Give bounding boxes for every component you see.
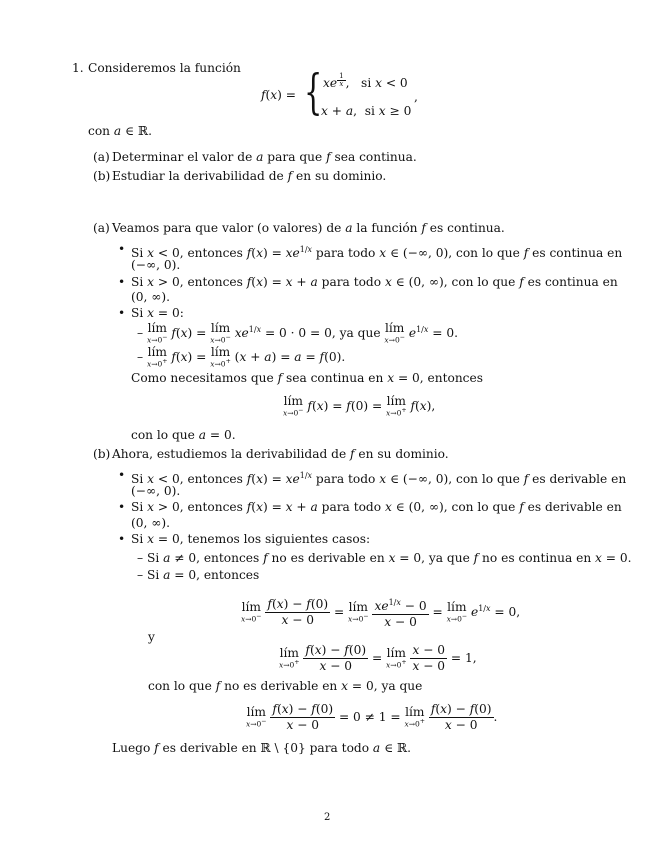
- sol-a-bullet3: Si x = 0:: [131, 306, 184, 320]
- trailing-comma: ,: [414, 90, 418, 104]
- bullet-icon: •: [118, 500, 126, 514]
- sol-b-eq2: lím x→0+ $\frac{f(x) - f(0)}{x - 0}$ = lím x→0+ $\frac{x - 0}{x - 0}$ = 1,: [279, 643, 477, 673]
- sol-b-eq1: lím x→0− $\frac{f(x) - f(0)}{x - 0}$ = lím x→0− $\frac{xe^{1/x} - 0}{x - 0}$ = lím x→0− $e^{1/x} = 0$,: [241, 595, 520, 630]
- bullet-icon: •: [118, 242, 126, 256]
- sol-a-bullet1-line1: Si x < 0, entonces $f(x) = xe^{1/x}$ para todo x ∈ (−∞, 0), con lo que f es continua en: [131, 245, 623, 261]
- problem-intro: Consideremos la función: [88, 61, 241, 75]
- sol-a-heading: Veamos para que valor (o valores) de a la función f es continua.: [112, 221, 505, 235]
- bullet-icon: •: [118, 532, 126, 546]
- sol-a-dash1: – lím x→0− f(x) = lím x→0− $xe^{1/x} = 0 \cdot 0 = 0$, ya que lím x→0− $e^{1/x} = 0$.: [137, 321, 458, 345]
- con-a: con a ∈ ℝ.: [88, 124, 152, 138]
- left-brace: {: [304, 64, 323, 120]
- sol-b-bullet2-line2: (0, ∞).: [131, 516, 171, 530]
- sol-b-label: (b): [93, 447, 111, 461]
- sol-b-bullet3: Si x = 0, tenemos los siguientes casos:: [131, 532, 371, 546]
- sol-a-dash2: – lím x→0+ f(x) = lím x→0+ (x + a) = a = f(0).: [137, 345, 346, 369]
- item-b-text: Estudiar la derivabilidad de f en su dominio.: [112, 169, 387, 183]
- sol-a-bullet2-line1: Si x > 0, entonces f(x) = x + a para todo x ∈ (0, ∞), con lo que f es continua en: [131, 275, 618, 289]
- sol-b-eq3: lím x→0− $\frac{f(x) - f(0)}{x - 0}$ = 0 ≠ 1 = lím x→0+ $\frac{f(x) - f(0)}{x - 0}$ .: [246, 702, 498, 732]
- sol-b-bullet2-line1: Si x > 0, entonces f(x) = x + a para todo x ∈ (0, ∞), con lo que f es derivable en: [131, 500, 622, 514]
- case-1: xe $^{\frac{1}{x}}$ , si x < 0: [323, 71, 408, 91]
- sol-b-bullet1-line2: (−∞, 0).: [131, 484, 181, 498]
- sol-b-case1: – Si a ≠ 0, entonces f no es derivable en x = 0, ya que f no es continua en x = 0.: [137, 551, 632, 565]
- sol-a-label: (a): [93, 221, 110, 235]
- sol-b-case2: – Si a = 0, entonces: [137, 568, 260, 582]
- sol-b-bullet1-line1: Si x < 0, entonces $f(x) = xe^{1/x}$ para todo x ∈ (−∞, 0), con lo que f es derivable en: [131, 471, 627, 487]
- bullet-icon: •: [118, 275, 126, 289]
- item-b-label: (b): [93, 169, 111, 183]
- sol-b-heading: Ahora, estudiemos la derivabilidad de f en su dominio.: [112, 447, 449, 461]
- sol-b-y: y: [148, 630, 155, 644]
- item-a-text: Determinar el valor de a para que f sea continua.: [112, 150, 417, 164]
- page-number: 2: [324, 812, 331, 823]
- case-2: x + a, si x ≥ 0: [321, 104, 412, 118]
- item-a-label: (a): [93, 150, 110, 164]
- function-lhs: f(x) =: [261, 88, 296, 102]
- sol-a-conclusion: con lo que a = 0.: [131, 428, 236, 442]
- sol-b-con-lo-que: con lo que f no es derivable en x = 0, ya que: [148, 679, 423, 693]
- problem-number: 1.: [72, 61, 84, 75]
- bullet-icon: •: [118, 468, 126, 482]
- sol-a-bullet2-line2: (0, ∞).: [131, 290, 171, 304]
- bullet-icon: •: [118, 306, 126, 320]
- sol-a-como: Como necesitamos que f sea continua en x = 0, entonces: [131, 371, 483, 385]
- sol-a-display: lím x→0− f(x) = f(0) = lím x→0+ f(x),: [283, 394, 436, 418]
- sol-b-final: Luego f es derivable en ℝ \ {0} para todo a ∈ ℝ.: [112, 741, 411, 755]
- sol-a-bullet1-line2: (−∞, 0).: [131, 258, 181, 272]
